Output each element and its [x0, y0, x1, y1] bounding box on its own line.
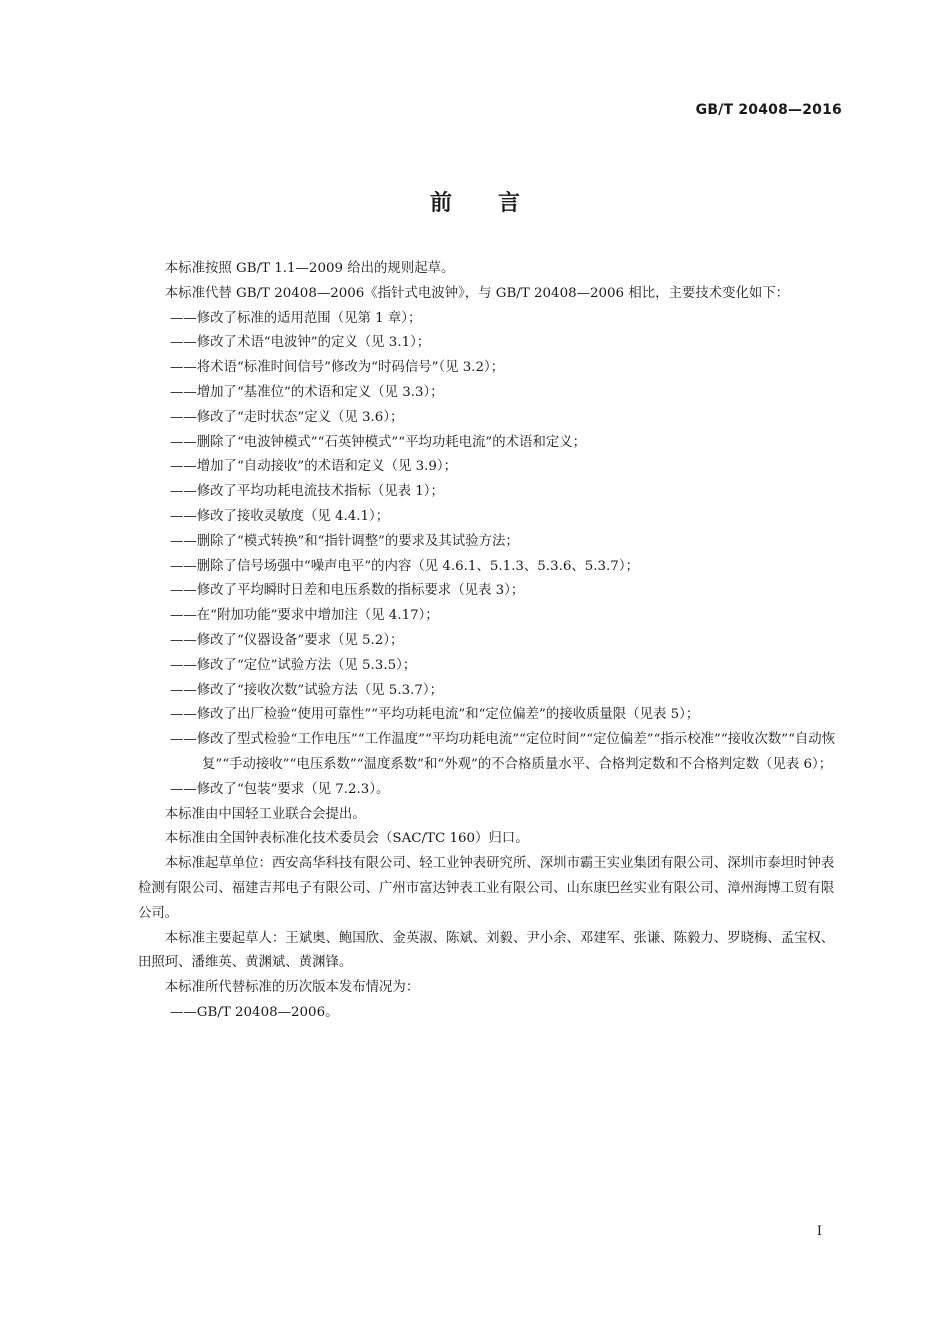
change-item: ——增加了“自动接收”的术语和定义（见 3.9）；	[170, 459, 457, 475]
history-item: ——GB/T 20408—2006。	[170, 1004, 339, 1020]
change-item: ——修改了标准的适用范围（见第 1 章）；	[170, 310, 422, 326]
paragraph: 本标准所代替标准的历次版本发布情况为：	[164, 980, 420, 996]
change-item: ——删除了“模式转换”和“指针调整”的要求及其试验方法；	[170, 533, 519, 549]
page-title: 前言	[429, 191, 566, 216]
paragraph: 本标准起草单位：西安高华科技有限公司、轻工业钟表研究所、深圳市霸王实业集团有限公司、深圳市泰坦时钟表检测有限公司、福建吉邦电子有限公司、广州市富达钟表工业有限公司、山东康巴丝实业有限公司、漳州海博工贸有限公司。	[138, 856, 835, 921]
standard-code: GB/T 20408—2016	[695, 102, 842, 118]
change-item: ——修改了平均功耗电流技术指标（见表 1）；	[170, 484, 444, 500]
change-item: ——删除了“电波钟模式”“石英钟模式”“平均功耗电流”的术语和定义；	[170, 434, 587, 450]
change-item: ——修改了“接收次数”试验方法（见 5.3.7）；	[170, 682, 443, 698]
change-item: ——修改了型式检验“工作电压”“工作温度”“平均功耗电流”“定位时间”“定位偏差”“指示校准”“接收次数”“自动恢复”“手动接收”“电压系数”“温度系数”和“外观”的不合格质量水平、合格判定数和不合格判定数（见表 6）；	[170, 732, 836, 772]
change-item: ——修改了“包装”要求（见 7.2.3）。	[170, 781, 390, 797]
paragraph: 本标准由中国轻工业联合会提出。	[164, 806, 366, 822]
paragraph: 本标准代替 GB/T 20408—2006《指针式电波钟》，与 GB/T 20408—2006 相比，主要技术变化如下：	[164, 285, 790, 301]
change-item: ——修改了平均瞬时日差和电压系数的指标要求（见表 3）；	[170, 583, 525, 599]
change-item: ——修改了术语“电波钟”的定义（见 3.1）；	[170, 335, 431, 351]
change-item: ——修改了接收灵敏度（见 4.4.1）；	[170, 508, 390, 524]
change-item: ——修改了“定位”试验方法（见 5.3.5）；	[170, 657, 417, 673]
change-item: ——修改了“仪器设备”要求（见 5.2）；	[170, 632, 404, 648]
paragraph: 本标准按照 GB/T 1.1—2009 给出的规则起草。	[164, 261, 455, 276]
paragraph: 本标准由全国钟表标准化技术委员会（SAC/TC 160）归口。	[164, 831, 529, 847]
change-item: ——修改了“走时状态”定义（见 3.6）；	[170, 409, 404, 425]
page-number: I	[816, 1224, 822, 1239]
change-item: ——修改了出厂检验“使用可靠性”“平均功耗电流”和“定位偏差”的接收质量限（见表 5）；	[170, 707, 700, 723]
change-item: ——将术语“标准时间信号”修改为“时码信号”（见 3.2）；	[170, 360, 505, 376]
preface-content	[138, 257, 846, 1026]
paragraph: 本标准主要起草人：王斌奥、鲍国欣、金英淑、陈斌、刘毅、尹小余、邓建军、张谦、陈毅力、罗晓梅、孟宝权、田照珂、潘维英、黄渊斌、黄渊锋。	[138, 930, 835, 971]
change-item: ——增加了“基准位”的术语和定义（见 3.3）；	[170, 384, 444, 400]
change-item: ——删除了信号场强中“噪声电平”的内容（见 4.6.1、5.1.3、5.3.6、5.3.7）；	[170, 558, 639, 574]
change-item: ——在“附加功能”要求中增加注（见 4.17）；	[170, 608, 439, 624]
